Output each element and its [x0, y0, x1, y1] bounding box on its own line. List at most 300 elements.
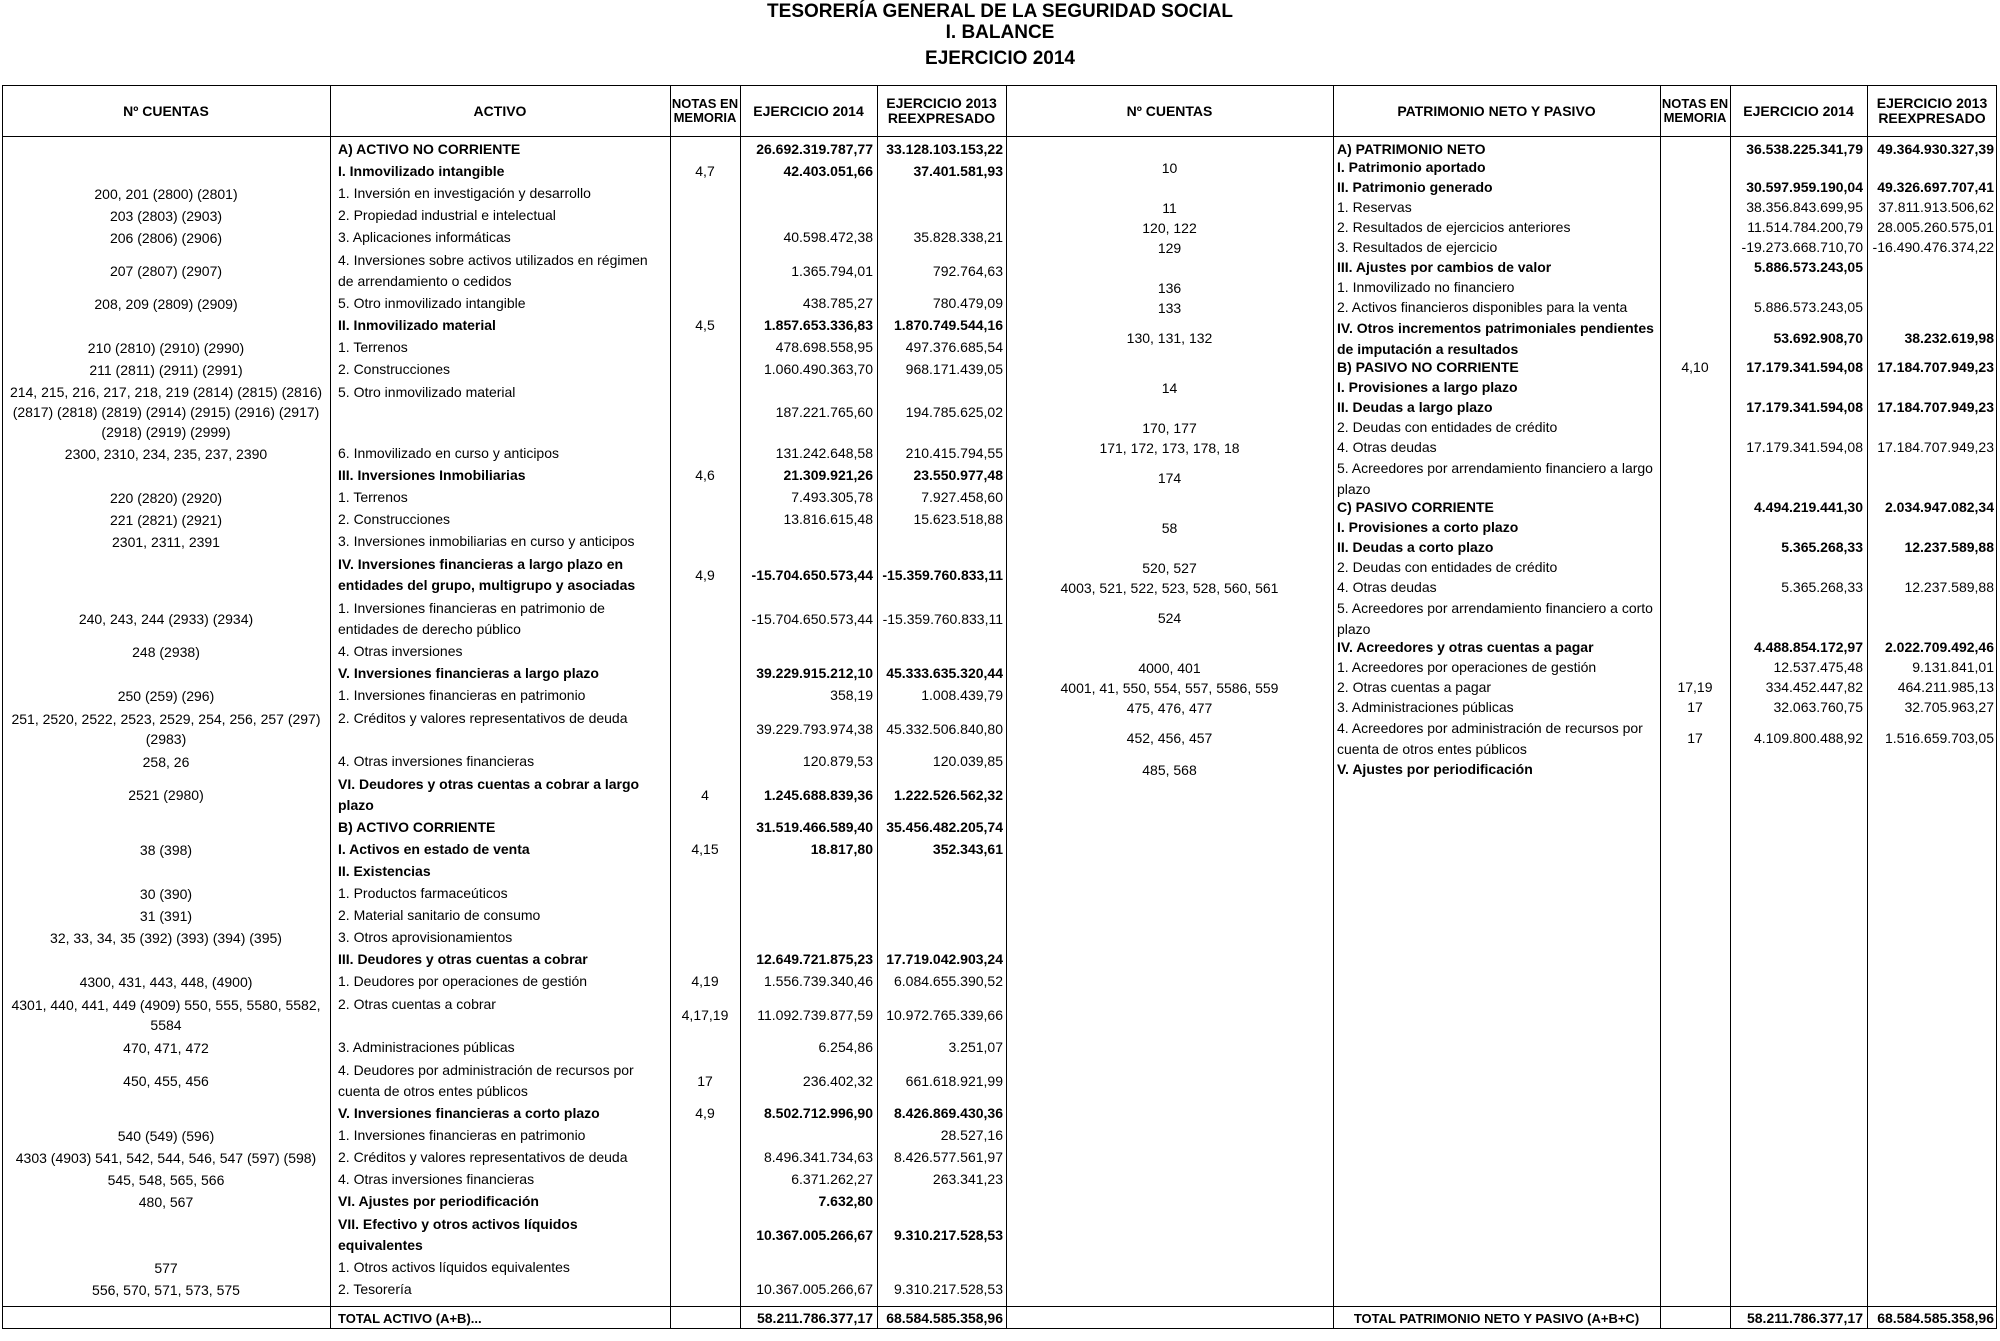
col-header-notas: NOTAS EN MEMORIA [671, 96, 739, 125]
account-codes: 220 (2820) (2920) [109, 489, 223, 506]
note-ref [1660, 258, 1730, 277]
line-item-label: 1. Reservas [1337, 199, 1412, 215]
value-2014: 39.229.793.974,38 [756, 720, 873, 737]
line-item-label: II. Existencias [338, 863, 431, 879]
value-2013 [879, 642, 1003, 661]
value-2014: 21.309.921,26 [783, 467, 873, 483]
value-2014: -15.704.650.573,44 [751, 610, 873, 627]
line-item-label: 2. Resultados de ejercicios anteriores [1337, 219, 1571, 235]
value-2014 [742, 884, 873, 903]
note-ref [1660, 158, 1730, 177]
value-2013: 792.764,63 [932, 262, 1003, 279]
value-2013: 17.184.707.949,23 [1877, 439, 1994, 455]
value-2014 [1732, 378, 1863, 397]
value-2013: 33.128.103.153,22 [886, 141, 1003, 157]
value-2013: 17.184.707.949,23 [1877, 399, 1994, 415]
col-header-activo: ACTIVO [473, 102, 527, 119]
value-2013 [879, 1258, 1003, 1277]
note-ref: 4,5 [695, 317, 715, 333]
line-item-label: 1. Inmovilizado no financiero [1337, 279, 1515, 295]
col-header-cuentas-pasivo: Nº CUENTAS [1126, 102, 1213, 119]
line-item-label: 2. Propiedad industrial e intelectual [338, 207, 556, 223]
account-codes: 133 [1157, 299, 1182, 316]
value-2014: 11.514.784.200,79 [1747, 219, 1863, 235]
line-item-label: 3. Administraciones públicas [1337, 699, 1514, 715]
value-2014: -19.273.668.710,70 [1741, 239, 1863, 255]
line-item-label: III. Inversiones Inmobiliarias [338, 467, 526, 483]
note-ref [1660, 418, 1730, 437]
value-2013 [879, 906, 1003, 925]
account-codes: 480, 567 [138, 1193, 194, 1210]
account-codes: 136 [1157, 279, 1182, 296]
line-item-label: 5. Acreedores por arrendamiento financiero a corto plazo [1337, 600, 1653, 637]
account-codes: 206 (2806) (2906) [109, 229, 223, 246]
note-ref [1660, 498, 1730, 517]
line-item-label: VI. Deudores y otras cuentas a cobrar a largo plazo [338, 776, 640, 813]
note-ref [670, 752, 740, 771]
note-ref [1660, 518, 1730, 537]
note-ref [670, 884, 740, 903]
note-ref [670, 532, 740, 551]
value-2013: 15.623.518,88 [913, 511, 1003, 527]
value-2013 [1869, 278, 1994, 297]
account-codes: 10 [1161, 159, 1178, 176]
note-ref [670, 228, 740, 247]
value-2014: 1.060.490.363,70 [764, 361, 873, 377]
note-ref [670, 360, 740, 379]
note-ref [1660, 278, 1730, 297]
account-codes: 58 [1161, 519, 1178, 536]
account-codes: 130, 131, 132 [1126, 330, 1213, 346]
value-2014: 39.229.915.212,10 [756, 665, 873, 681]
value-2014: 32.063.760,75 [1773, 699, 1863, 715]
line-item-label: 2. Tesorería [338, 1281, 412, 1297]
line-item-label: A) PATRIMONIO NETO [1337, 141, 1486, 157]
line-item-label: 4. Otras inversiones financieras [338, 1171, 535, 1187]
account-codes: 14 [1161, 379, 1178, 396]
value-2014: 12.537.475,48 [1773, 659, 1863, 675]
account-codes: 4000, 401 [1138, 659, 1201, 676]
value-2013 [879, 862, 1003, 881]
value-2014: 17.179.341.594,08 [1746, 359, 1863, 375]
account-codes: 120, 122 [1142, 219, 1197, 236]
line-item-label: 4. Inversiones sobre activos utilizados en régimen de arrendamiento o cedidos [338, 252, 648, 289]
line-item-label: 5. Otro inmovilizado material [338, 384, 516, 400]
value-2014: 7.493.305,78 [791, 489, 873, 505]
account-codes [4, 664, 328, 683]
note-ref [670, 488, 740, 507]
line-item-label: 4. Deudores por administración de recursos por cuenta de otros entes públicos [338, 1062, 634, 1099]
account-codes: 450, 455, 456 [123, 1073, 209, 1089]
value-2013 [879, 928, 1003, 947]
line-item-label: III. Deudores y otras cuentas a cobrar [338, 951, 588, 967]
line-item-label: 2. Deudas con entidades de crédito [1337, 419, 1558, 435]
col-header-notas-pasivo: NOTAS EN MEMORIA [1661, 96, 1729, 125]
value-2014: 1.857.653.336,83 [764, 317, 873, 333]
note-ref [1660, 578, 1730, 597]
value-2013: 780.479,09 [932, 295, 1003, 311]
value-2013 [1869, 518, 1994, 537]
note-ref [670, 1192, 740, 1211]
value-2013: 49.326.697.707,41 [1877, 179, 1994, 195]
note-ref [1660, 598, 1730, 638]
col-header-ejercicio-2014: EJERCICIO 2014 [753, 102, 864, 119]
value-2013: 968.171.439,05 [905, 361, 1003, 377]
note-ref [670, 950, 740, 969]
value-2013: 17.184.707.949,23 [1877, 359, 1994, 375]
value-2013 [1869, 378, 1994, 397]
value-2014: 5.365.268,33 [1781, 579, 1863, 595]
note-ref [1660, 458, 1730, 498]
value-2014: 38.356.843.699,95 [1746, 199, 1863, 215]
account-codes: 31 (391) [139, 907, 193, 924]
note-ref [1660, 140, 1730, 159]
account-codes [4, 554, 328, 596]
value-2014: 30.597.959.190,04 [1746, 179, 1863, 195]
line-item-label: 4. Otras deudas [1337, 439, 1437, 455]
value-2014: 40.598.472,38 [783, 229, 873, 245]
line-item-label: 2. Créditos y valores representativos de deuda [338, 710, 628, 726]
account-codes: 240, 243, 244 (2933) (2934) [78, 611, 254, 627]
note-ref: 4,19 [691, 973, 719, 989]
note-ref [1660, 178, 1730, 197]
value-2014: 187.221.765,60 [775, 403, 873, 420]
value-2013 [1869, 258, 1994, 277]
line-item-label: V. Ajustes por periodificación [1337, 761, 1533, 777]
account-codes [1008, 140, 1331, 159]
account-codes: 221 (2821) (2921) [109, 511, 223, 528]
account-codes: 210 (2810) (2910) (2990) [87, 339, 245, 356]
value-2014: 358,19 [830, 687, 873, 703]
value-2014: 42.403.051,66 [783, 163, 873, 179]
line-item-label: 2. Deudas con entidades de crédito [1337, 559, 1558, 575]
account-codes: 250 (259) (296) [117, 687, 215, 704]
value-2013: 352.343,61 [932, 841, 1003, 857]
note-ref [670, 1170, 740, 1189]
value-2013: 45.333.635.320,44 [886, 665, 1003, 681]
col-divider [1867, 85, 1868, 1329]
line-item-label: IV. Acreedores y otras cuentas a pagar [1337, 639, 1594, 655]
value-2013: 49.364.930.327,39 [1877, 141, 1994, 157]
value-2013 [1869, 298, 1994, 317]
line-item-label: 1. Inversión en investigación y desarrollo [338, 185, 591, 201]
value-2014 [1732, 598, 1863, 638]
value-2014: 1.245.688.839,36 [764, 786, 873, 803]
line-item-label: 2. Material sanitario de consumo [338, 907, 541, 923]
line-item-label: 1. Terrenos [338, 489, 408, 505]
note-ref [1660, 760, 1730, 779]
note-ref: 17,19 [1677, 679, 1713, 695]
value-2013: 10.972.765.339,66 [886, 1006, 1003, 1023]
account-codes [4, 316, 328, 335]
note-ref: 4,15 [691, 841, 719, 857]
note-ref [670, 642, 740, 661]
account-codes: 207 (2807) (2907) [109, 263, 223, 279]
value-2014 [742, 906, 873, 925]
account-codes: 556, 570, 571, 573, 575 [92, 1281, 240, 1298]
note-ref [670, 510, 740, 529]
note-ref [670, 184, 740, 203]
line-item-label: II. Deudas a largo plazo [1337, 399, 1493, 415]
value-2013 [879, 532, 1003, 551]
account-codes [4, 862, 328, 881]
total-rule [2, 1306, 1997, 1307]
value-2013 [1869, 458, 1994, 498]
value-2013: 7.927.458,60 [921, 489, 1003, 505]
value-2014 [742, 642, 873, 661]
account-codes: 251, 2520, 2522, 2523, 2529, 254, 256, 257 (297) (2983) [11, 711, 321, 747]
line-item-label: IV. Otros incrementos patrimoniales pendientes de imputación a resultados [1337, 320, 1654, 357]
account-codes: 171, 172, 173, 178, 18 [1099, 439, 1240, 456]
value-2014: 5.886.573.243,05 [1754, 299, 1863, 315]
note-ref: 4,9 [695, 1105, 715, 1121]
value-2013: 9.310.217.528,53 [894, 1281, 1003, 1297]
line-item-label: I. Activos en estado de venta [338, 841, 530, 857]
value-2014: 17.179.341.594,08 [1746, 439, 1863, 455]
note-ref [670, 382, 740, 442]
total-activo-2014: 58.211.786.377,17 [756, 1310, 873, 1326]
note-ref: 4,9 [695, 566, 715, 583]
value-2014: 131.242.648,58 [775, 445, 873, 461]
value-2014: 8.502.712.996,90 [764, 1105, 873, 1121]
value-2014: 11.092.739.877,59 [757, 1006, 873, 1023]
value-2014: 10.367.005.266,67 [756, 1281, 873, 1297]
value-2013: 661.618.921,99 [905, 1072, 1003, 1089]
note-ref [670, 818, 740, 837]
note-ref [670, 598, 740, 640]
account-codes [1008, 498, 1331, 517]
account-codes: 11 [1162, 199, 1177, 216]
value-2014 [742, 928, 873, 947]
account-codes: 2300, 2310, 234, 235, 237, 2390 [64, 445, 268, 462]
note-ref [670, 686, 740, 705]
account-codes: 540 (549) (596) [117, 1127, 215, 1144]
value-2014: 6.254,86 [818, 1039, 873, 1055]
value-2014: 53.692.908,70 [1773, 329, 1863, 346]
value-2013: 8.426.869.430,36 [894, 1105, 1003, 1121]
account-codes: 258, 26 [142, 753, 190, 770]
col-header-ejercicio-2013: EJERCICIO 2013 REEXPRESADO [886, 95, 997, 126]
value-2013: 2.034.947.082,34 [1885, 499, 1994, 515]
value-2014: 5.886.573.243,05 [1754, 259, 1863, 275]
note-ref [670, 1214, 740, 1256]
line-item-label: 2. Créditos y valores representativos de deuda [338, 1149, 628, 1165]
line-item-label: 4. Otras deudas [1337, 579, 1437, 595]
line-item-label: 2. Construcciones [338, 361, 451, 377]
note-ref [1660, 318, 1730, 358]
note-ref [670, 140, 740, 159]
value-2014: 120.879,53 [802, 753, 873, 769]
value-2013: 1.516.659.703,05 [1885, 729, 1994, 746]
value-2014: 5.365.268,33 [1781, 539, 1863, 555]
value-2014 [1732, 158, 1863, 177]
account-codes: 203 (2803) (2903) [109, 207, 223, 224]
line-item-label: 1. Otros activos líquidos equivalentes [338, 1259, 570, 1275]
value-2014: 26.692.319.787,77 [756, 141, 873, 157]
col-header-pasivo: PATRIMONIO NETO Y PASIVO [1397, 102, 1596, 119]
value-2014: 36.538.225.341,79 [1746, 141, 1863, 157]
value-2013: 28.527,16 [940, 1127, 1003, 1143]
account-codes [4, 466, 328, 485]
col-divider [740, 85, 741, 1329]
value-2013: 35.828.338,21 [913, 229, 1003, 245]
account-codes: 2521 (2980) [128, 787, 204, 803]
note-ref [670, 338, 740, 357]
note-ref [1660, 638, 1730, 657]
account-codes: 452, 456, 457 [1126, 730, 1213, 746]
value-2013: 23.550.977,48 [913, 467, 1003, 483]
line-item-label: 5. Otro inmovilizado intangible [338, 295, 526, 311]
note-ref [1660, 558, 1730, 577]
value-2014: 17.179.341.594,08 [1746, 399, 1863, 415]
account-codes: 485, 568 [1142, 761, 1197, 778]
value-2013 [879, 184, 1003, 203]
value-2013: 1.222.526.562,32 [894, 786, 1003, 803]
line-item-label: 4. Otras inversiones [338, 643, 463, 659]
account-codes: 32, 33, 34, 35 (392) (393) (394) (395) [50, 929, 282, 946]
line-item-label: 4. Otras inversiones financieras [338, 753, 535, 769]
value-2014: 10.367.005.266,67 [756, 1226, 873, 1243]
account-codes: 200, 201 (2800) (2801) [94, 185, 238, 202]
value-2014 [742, 1126, 873, 1145]
line-item-label: I. Provisiones a corto plazo [1337, 519, 1519, 535]
value-2014: 4.109.800.488,92 [1754, 729, 1863, 746]
total-activo-label: TOTAL ACTIVO (A+B)... [338, 1311, 482, 1326]
note-ref: 17 [697, 1072, 713, 1089]
value-2013: 2.022.709.492,46 [1885, 639, 1994, 655]
value-2013 [1869, 598, 1994, 638]
note-ref [670, 1280, 740, 1299]
value-2013: 38.232.619,98 [1904, 329, 1994, 346]
value-2014: 8.496.341.734,63 [764, 1149, 873, 1165]
line-item-label: 3. Administraciones públicas [338, 1039, 515, 1055]
note-ref [1660, 298, 1730, 317]
account-codes: 470, 471, 472 [123, 1039, 209, 1056]
value-2013: 497.376.685,54 [905, 339, 1003, 355]
note-ref [1660, 658, 1730, 677]
value-2013 [1869, 558, 1994, 577]
line-item-label: I. Patrimonio aportado [1337, 159, 1486, 175]
value-2013: 32.705.963,27 [1904, 699, 1994, 715]
value-2014: -15.704.650.573,44 [751, 566, 873, 583]
note-ref [670, 250, 740, 292]
account-codes: 4003, 521, 522, 523, 528, 560, 561 [1060, 579, 1279, 596]
value-2014: 334.452.447,82 [1765, 679, 1863, 695]
note-ref [1660, 398, 1730, 417]
value-2014: 236.402,32 [802, 1072, 873, 1089]
value-2013: 12.237.589,88 [1904, 579, 1994, 595]
account-codes: 4303 (4903) 541, 542, 544, 546, 547 (597) (598) [15, 1149, 317, 1166]
value-2014 [742, 862, 873, 881]
value-2014 [742, 1258, 873, 1277]
note-ref [670, 294, 740, 313]
line-item-label: VI. Ajustes por periodificación [338, 1193, 539, 1209]
line-item-label: 1. Acreedores por operaciones de gestión [1337, 659, 1597, 675]
line-item-label: 1. Inversiones financieras en patrimonio de entidades de derecho público [338, 600, 605, 637]
account-codes: 4301, 440, 441, 449 (4909) 550, 555, 5580, 5582, 5584 [11, 997, 321, 1033]
account-codes [1008, 538, 1331, 557]
note-ref [670, 1038, 740, 1057]
line-item-label: IV. Inversiones financieras a largo plazo en entidades del grupo, multigrupo y asociadas [338, 556, 636, 593]
line-item-label: I. Inmovilizado intangible [338, 163, 505, 179]
line-item-label: II. Deudas a corto plazo [1337, 539, 1494, 555]
note-ref [670, 1258, 740, 1277]
value-2013: 9.310.217.528,53 [894, 1226, 1003, 1243]
line-item-label: 2. Otras cuentas a cobrar [338, 996, 496, 1012]
value-2014: 1.365.794,01 [791, 262, 873, 279]
account-codes [1008, 258, 1331, 277]
account-codes: 4001, 41, 550, 554, 557, 5586, 559 [1060, 679, 1279, 696]
value-2014: 4.494.219.441,30 [1754, 499, 1863, 515]
account-codes: 475, 476, 477 [1126, 699, 1213, 716]
value-2014: 13.816.615,48 [783, 511, 873, 527]
value-2013 [1869, 760, 1994, 779]
value-2014 [1732, 760, 1863, 779]
value-2014: 7.632,80 [818, 1193, 873, 1209]
account-codes: 38 (398) [139, 841, 193, 858]
value-2013 [879, 1192, 1003, 1211]
account-codes: 524 [1157, 610, 1182, 626]
note-ref [670, 206, 740, 225]
line-item-label: III. Ajustes por cambios de valor [1337, 259, 1552, 275]
line-item-label: II. Patrimonio generado [1337, 179, 1493, 195]
note-ref: 17 [1687, 729, 1703, 746]
col-header-ejercicio-2014-pasivo: EJERCICIO 2014 [1743, 102, 1854, 119]
col-header-ejercicio-2013-pasivo: EJERCICIO 2013 REEXPRESADO [1876, 95, 1988, 126]
value-2013: 6.084.655.390,52 [894, 973, 1003, 989]
note-ref [670, 664, 740, 683]
value-2013: 8.426.577.561,97 [894, 1149, 1003, 1165]
value-2013: -15.359.760.833,11 [882, 610, 1003, 627]
account-codes: 211 (2811) (2911) (2991) [89, 361, 243, 378]
line-item-label: B) ACTIVO CORRIENTE [338, 819, 496, 835]
value-2014 [742, 532, 873, 551]
note-ref: 4,17,19 [681, 1006, 729, 1023]
value-2013: 37.811.913.506,62 [1878, 199, 1994, 215]
note-ref [670, 862, 740, 881]
account-codes: 2301, 2311, 2391 [112, 533, 220, 550]
value-2013 [879, 206, 1003, 225]
line-item-label: 1. Terrenos [338, 339, 408, 355]
value-2014 [742, 184, 873, 203]
value-2013: 37.401.581,93 [913, 163, 1003, 179]
report-year: EJERCICIO 2014 [925, 48, 1075, 69]
value-2013: 12.237.589,88 [1904, 539, 1994, 555]
line-item-label: 1. Productos farmaceúticos [338, 885, 508, 901]
header-rule [2, 136, 1997, 137]
note-ref: 17 [1687, 699, 1703, 715]
note-ref [670, 444, 740, 463]
account-codes [1008, 398, 1331, 417]
value-2013: 35.456.482.205,74 [886, 819, 1003, 835]
total-pasivo-label: TOTAL PATRIMONIO NETO Y PASIVO (A+B+C) [1353, 1311, 1640, 1326]
account-codes: 520, 527 [1142, 559, 1197, 576]
line-item-label: 2. Construcciones [338, 511, 451, 527]
note-ref [1660, 238, 1730, 257]
account-codes: 214, 215, 216, 217, 218, 219 (2814) (2815) (2816) (2817) (2818) (2819) (2914) (2915) (2916) (2917) (2918) (2919) (2999) [9, 384, 323, 440]
note-ref: 4 [701, 786, 709, 803]
account-codes: 174 [1157, 470, 1182, 486]
note-ref [1660, 218, 1730, 237]
line-item-label: 2. Activos financieros disponibles para la venta [1337, 299, 1628, 315]
value-2014 [1732, 518, 1863, 537]
line-item-label: II. Inmovilizado material [338, 317, 496, 333]
line-item-label: 3. Aplicaciones informáticas [338, 229, 511, 245]
note-ref [1660, 438, 1730, 457]
total-activo-2013: 68.584.585.358,96 [886, 1310, 1003, 1326]
note-ref: 4,7 [695, 163, 715, 179]
value-2013: 194.785.625,02 [905, 403, 1003, 420]
